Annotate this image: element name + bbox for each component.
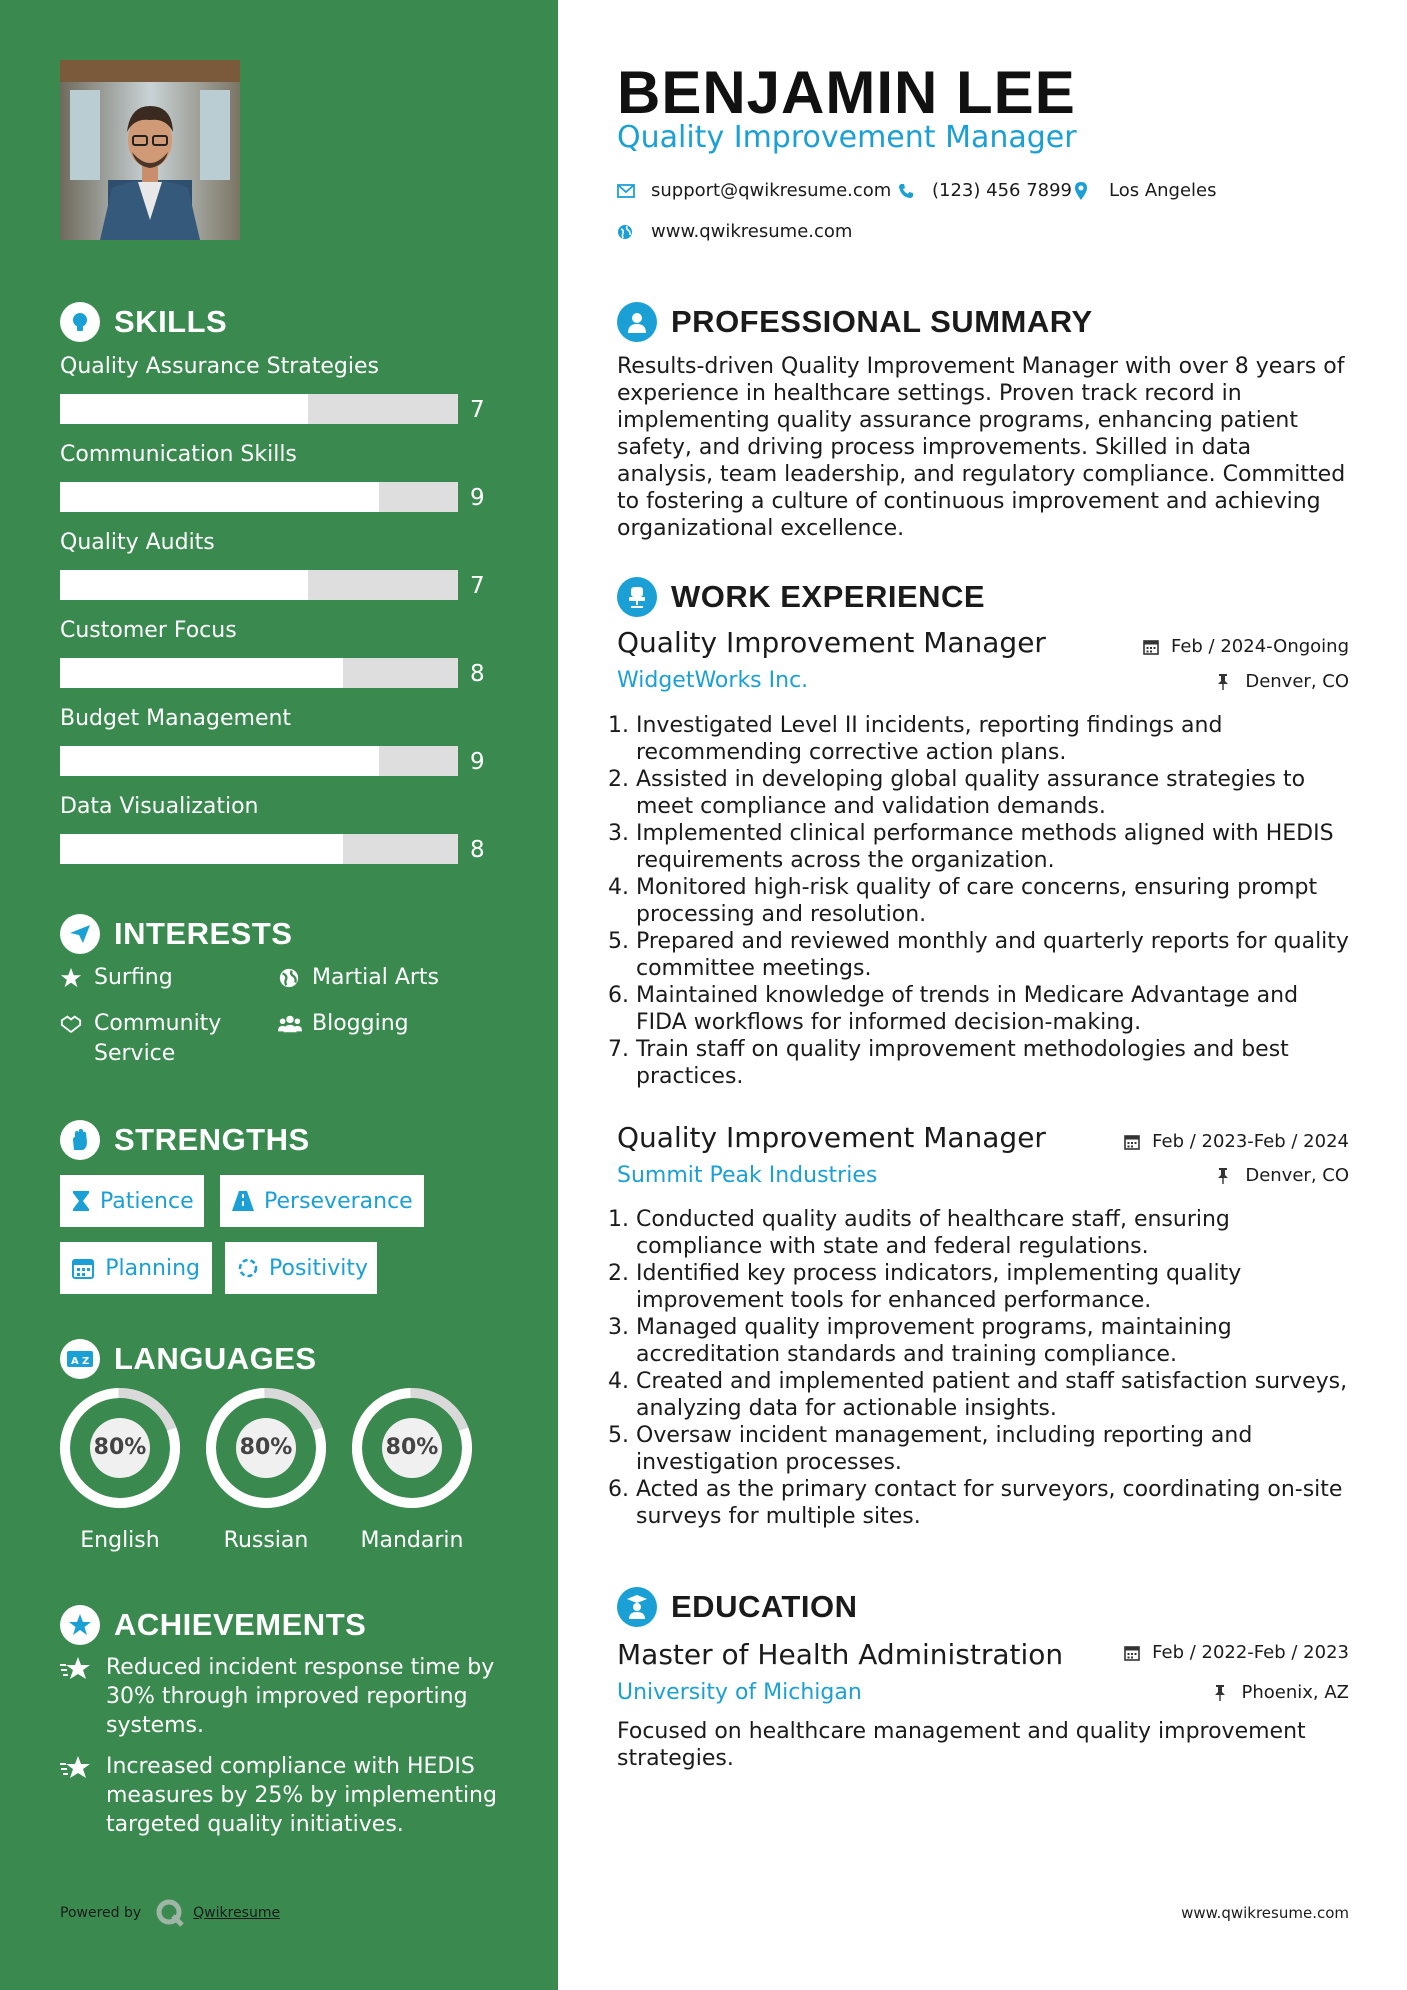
job-date-text: Feb / 2024-Ongoing xyxy=(1170,636,1349,657)
map-pin-icon xyxy=(1075,182,1095,200)
skill-bar xyxy=(60,658,500,688)
language-name: English xyxy=(80,1528,160,1553)
star-badge-icon xyxy=(60,1752,92,1782)
language-item xyxy=(350,1386,474,1553)
education-location xyxy=(1214,1682,1350,1703)
interest-label: Martial Arts xyxy=(312,965,440,990)
skill-value: 9 xyxy=(470,485,485,511)
language-item xyxy=(58,1386,182,1553)
job-bullet-text: Implemented clinical performance methods aligned with HEDIS requirements across the organization. xyxy=(636,821,1334,873)
spinner-icon xyxy=(237,1257,259,1279)
skill-value: 8 xyxy=(470,837,485,863)
achievement-item xyxy=(60,1653,500,1740)
job-bullet: 2. Assisted in developing global quality assurance strategies to meet compliance and validation demands. xyxy=(608,766,1353,820)
strength-tag xyxy=(220,1175,424,1227)
calendar-icon xyxy=(1124,1134,1142,1150)
skill-name: Communication Skills xyxy=(60,442,297,467)
footer-url[interactable]: www.qwikresume.com xyxy=(1181,1904,1349,1922)
language-percent: 80% xyxy=(93,1435,147,1460)
skill-item xyxy=(60,528,500,600)
job-date xyxy=(1124,1131,1349,1152)
job-location-text: Denver, CO xyxy=(1245,671,1349,692)
skill-item xyxy=(60,792,500,864)
candidate-name: BENJAMIN LEE xyxy=(617,59,1076,126)
skill-bar-fill xyxy=(60,746,379,776)
calendar-icon xyxy=(72,1257,95,1279)
language-icon xyxy=(60,1339,100,1379)
users-icon xyxy=(278,1009,302,1039)
calendar-icon xyxy=(1124,1645,1142,1661)
skill-item xyxy=(60,440,500,512)
interest-label: Surfing xyxy=(94,965,173,990)
skill-item xyxy=(60,352,500,424)
skill-name: Budget Management xyxy=(60,706,292,731)
star-icon xyxy=(60,963,84,993)
interest-item xyxy=(278,1009,409,1039)
job-bullet: 2. Identified key process indicators, implementing quality improvement tools for enhanced performance. xyxy=(608,1260,1353,1314)
handshake-icon xyxy=(60,1009,84,1039)
interests-heading xyxy=(60,914,292,954)
job-bullet: 1. Conducted quality audits of healthcare staff, ensuring compliance with state and federal regulations. xyxy=(608,1206,1353,1260)
strengths-heading xyxy=(60,1120,310,1160)
skill-value: 8 xyxy=(470,661,485,687)
language-progress-ring xyxy=(58,1386,182,1510)
skill-bar xyxy=(60,482,500,512)
skill-bar-fill xyxy=(60,482,379,512)
job-bullet: 4. Monitored high-risk quality of care concerns, ensuring prompt processing and resolution. xyxy=(608,874,1353,928)
job-bullet-text: Assisted in developing global quality assurance strategies to meet compliance and validation demands. xyxy=(636,767,1306,819)
achievements-title: ACHIEVEMENTS xyxy=(114,1607,367,1642)
summary-heading xyxy=(617,302,1093,342)
skill-value: 7 xyxy=(470,397,485,423)
achievements-heading xyxy=(60,1605,366,1645)
skill-name: Quality Audits xyxy=(60,530,215,555)
job-company: WidgetWorks Inc. xyxy=(617,668,809,693)
education-location-text: Phoenix, AZ xyxy=(1241,1682,1349,1703)
job-bullet: 7. Train staff on quality improvement methodologies and best practices. xyxy=(608,1036,1353,1090)
qwikresume-link[interactable]: Qwikresume xyxy=(193,1905,281,1921)
interests-title: INTERESTS xyxy=(114,916,293,951)
skill-bar xyxy=(60,394,500,424)
hourglass-icon xyxy=(72,1190,90,1212)
skill-value: 7 xyxy=(470,573,485,599)
language-item xyxy=(204,1386,328,1553)
email-text: support@qwikresume.com xyxy=(651,180,892,201)
location-text: Los Angeles xyxy=(1109,180,1217,201)
qwikresume-logo-icon xyxy=(155,1898,185,1928)
skill-name: Customer Focus xyxy=(60,618,237,643)
skill-value: 9 xyxy=(470,749,485,775)
job-bullets xyxy=(608,712,1353,1090)
contact-location xyxy=(1075,180,1217,201)
lightbulb-icon xyxy=(60,302,100,342)
job-bullets xyxy=(608,1206,1353,1530)
experience-title: WORK EXPERIENCE xyxy=(671,579,986,614)
strengths-title: STRENGTHS xyxy=(114,1122,310,1157)
globe-icon xyxy=(278,963,302,993)
globe-icon xyxy=(617,224,637,240)
job-bullet: 5. Prepared and reviewed monthly and quarterly reports for quality committee meetings. xyxy=(608,928,1353,982)
envelope-icon xyxy=(617,184,637,198)
sidebar xyxy=(0,0,558,1990)
pushpin-icon xyxy=(1217,674,1235,690)
job-bullet: 3. Managed quality improvement programs, maintaining accreditation standards and training compliance. xyxy=(608,1314,1353,1368)
school-name: University of Michigan xyxy=(617,1680,862,1705)
strength-tag xyxy=(225,1242,377,1294)
job-date xyxy=(1143,636,1349,657)
skills-heading xyxy=(60,302,227,342)
profile-photo xyxy=(60,60,240,240)
skill-bar-fill xyxy=(60,394,308,424)
paper-plane-icon xyxy=(60,914,100,954)
job-bullet-text: Prepared and reviewed monthly and quarterly reports for quality committee meetings. xyxy=(636,929,1349,981)
job-location-text: Denver, CO xyxy=(1245,1165,1349,1186)
hand-icon xyxy=(60,1120,100,1160)
website-text: www.qwikresume.com xyxy=(651,221,853,242)
education-date-text: Feb / 2022-Feb / 2023 xyxy=(1152,1642,1349,1663)
job-title: Quality Improvement Manager xyxy=(617,1121,1046,1154)
svg-text:A: A xyxy=(71,1356,79,1367)
skill-bar-fill xyxy=(60,658,343,688)
skill-name: Data Visualization xyxy=(60,794,259,819)
strength-tag xyxy=(60,1175,204,1227)
skill-bar-fill xyxy=(60,570,308,600)
job-bullet-text: Train staff on quality improvement methodologies and best practices. xyxy=(636,1037,1289,1089)
interest-item xyxy=(278,963,439,993)
phone-text: (123) 456 7899 xyxy=(932,180,1073,201)
education-heading xyxy=(617,1587,857,1627)
language-progress-ring xyxy=(350,1386,474,1510)
job-date-text: Feb / 2023-Feb / 2024 xyxy=(1152,1131,1349,1152)
education-text: Focused on healthcare management and quality improvement strategies. xyxy=(617,1719,1306,1771)
powered-by xyxy=(60,1898,280,1928)
road-icon xyxy=(232,1191,254,1211)
interest-label: Community Service xyxy=(94,1011,222,1066)
calendar-icon xyxy=(1143,639,1161,655)
skill-bar-fill xyxy=(60,834,343,864)
achievement-text: Increased compliance with HEDIS measures by 25% by implementing targeted quality initiatives. xyxy=(106,1754,497,1837)
candidate-role: Quality Improvement Manager xyxy=(617,120,1077,155)
job-bullet-text: Maintained knowledge of trends in Medicare Advantage and FIDA workflows for informed decision-making. xyxy=(636,983,1299,1035)
job-bullet: 4. Created and implemented patient and staff satisfaction surveys, analyzing data for actionable insights. xyxy=(608,1368,1353,1422)
summary-title: PROFESSIONAL SUMMARY xyxy=(671,304,1093,339)
skills-title: SKILLS xyxy=(114,304,228,339)
strength-label: Positivity xyxy=(269,1255,369,1281)
language-name: Russian xyxy=(223,1528,309,1553)
strength-tag xyxy=(60,1242,212,1294)
language-percent: 80% xyxy=(385,1435,439,1460)
job-bullet-text: Managed quality improvement programs, maintaining accreditation standards and training compliance. xyxy=(636,1315,1232,1367)
phone-icon xyxy=(898,183,918,199)
job-bullet-text: Created and implemented patient and staff satisfaction surveys, analyzing data for actionable insights. xyxy=(636,1369,1348,1421)
job-company: Summit Peak Industries xyxy=(617,1163,878,1188)
degree-title: Master of Health Administration xyxy=(617,1638,1064,1671)
job-bullet: 6. Maintained knowledge of trends in Medicare Advantage and FIDA workflows for informed decision-making. xyxy=(608,982,1353,1036)
skill-bar xyxy=(60,834,500,864)
achievement-item xyxy=(60,1752,500,1839)
job-bullet-text: Identified key process indicators, implementing quality improvement tools for enhanced performance. xyxy=(636,1261,1242,1313)
job-location xyxy=(1217,671,1349,692)
pushpin-icon xyxy=(1214,1685,1232,1701)
strength-label: Patience xyxy=(100,1188,194,1214)
job-title: Quality Improvement Manager xyxy=(617,626,1046,659)
graduate-icon xyxy=(617,1587,657,1627)
summary-text: Results-driven Quality Improvement Manager with over 8 years of experience in healthcare settings. Proven track record in implementing quality assurance programs, enhancing patient safety, and driving process improvements. Skilled in data analysis, team leadership, and regulatory compliance. Committed to fostering a culture of continuous improvement and achieving organizational excellence. xyxy=(617,354,1346,541)
skill-name: Quality Assurance Strategies xyxy=(60,354,379,379)
interest-item xyxy=(60,963,173,993)
job-bullet: 5. Oversaw incident management, including reporting and investigation processes. xyxy=(608,1422,1353,1476)
job-bullet: 3. Implemented clinical performance methods aligned with HEDIS requirements across the organization. xyxy=(608,820,1353,874)
language-name: Mandarin xyxy=(360,1528,464,1553)
skill-item xyxy=(60,616,500,688)
job-bullet: 6. Acted as the primary contact for surveyors, coordinating on-site surveys for multiple sites. xyxy=(608,1476,1353,1530)
strength-label: Perseverance xyxy=(264,1188,413,1214)
contact-website[interactable] xyxy=(617,221,852,242)
star-badge-icon xyxy=(60,1605,100,1645)
job-bullet-text: Investigated Level II incidents, reporting findings and recommending corrective action plans. xyxy=(636,713,1223,765)
job-bullet: 1. Investigated Level II incidents, reporting findings and recommending corrective action plans. xyxy=(608,712,1353,766)
job-bullet-text: Monitored high-risk quality of care concerns, ensuring prompt processing and resolution. xyxy=(636,875,1318,927)
skill-bar xyxy=(60,570,500,600)
interest-label: Blogging xyxy=(312,1011,409,1036)
contact-email[interactable] xyxy=(617,180,891,201)
job-location xyxy=(1217,1165,1349,1186)
svg-text:Z: Z xyxy=(82,1356,90,1367)
job-bullet-text: Oversaw incident management, including reporting and investigation processes. xyxy=(636,1423,1253,1475)
skill-item xyxy=(60,704,500,776)
education-date xyxy=(1124,1642,1349,1663)
job-bullet-text: Conducted quality audits of healthcare staff, ensuring compliance with state and federal regulations. xyxy=(636,1207,1230,1259)
pushpin-icon xyxy=(1217,1168,1235,1184)
office-chair-icon xyxy=(617,577,657,617)
languages-heading xyxy=(60,1339,317,1379)
experience-heading xyxy=(617,577,985,617)
strength-label: Planning xyxy=(105,1255,200,1281)
job-bullet-text: Acted as the primary contact for surveyors, coordinating on-site surveys for multiple sites. xyxy=(636,1477,1343,1529)
language-progress-ring xyxy=(204,1386,328,1510)
powered-by-label: Powered by xyxy=(60,1905,142,1921)
user-icon xyxy=(617,302,657,342)
achievement-text: Reduced incident response time by 30% through improved reporting systems. xyxy=(106,1655,495,1738)
languages-title: LANGUAGES xyxy=(114,1341,317,1376)
star-badge-icon xyxy=(60,1653,92,1683)
contact-phone[interactable] xyxy=(898,180,1072,201)
education-title: EDUCATION xyxy=(671,1589,858,1624)
language-percent: 80% xyxy=(239,1435,293,1460)
interest-item xyxy=(60,1009,240,1069)
skill-bar xyxy=(60,746,500,776)
